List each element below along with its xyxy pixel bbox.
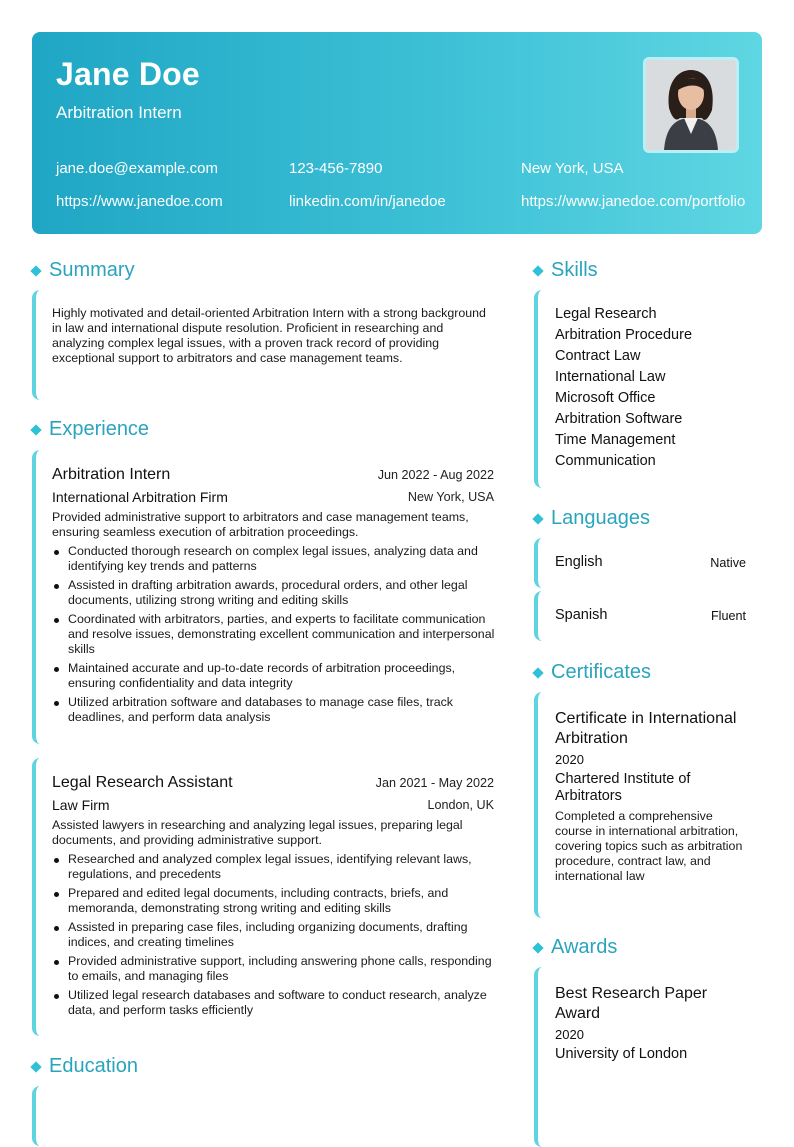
- job-description: Assisted lawyers in researching and analyzing legal issues, preparing legal documents, and providing administrative support.: [52, 818, 463, 847]
- summary-title: Summary: [49, 259, 135, 281]
- contact-location: New York, USA: [521, 160, 624, 177]
- certificates-title: Certificates: [551, 661, 652, 683]
- list-item: Prepared and edited legal documents, including contracts, briefs, and memoranda, demonstrating strong writing and editing skills: [52, 886, 498, 916]
- skill-item: Arbitration Software: [555, 411, 683, 427]
- list-item: Utilized legal research databases and software to conduct research, analyze data, and perform tasks efficiently: [52, 988, 498, 1018]
- job-organization: Law Firm: [52, 797, 110, 813]
- contact-phone[interactable]: 123-456-7890: [289, 160, 383, 177]
- award-year: 2020: [555, 1027, 584, 1042]
- diamond-icon: [30, 265, 41, 276]
- job-achievements: [52, 852, 498, 1022]
- job-location: London, UK: [427, 798, 494, 812]
- list-item: Assisted in preparing case files, including organizing documents, drafting indices, and creating timelines: [52, 920, 498, 950]
- diamond-icon: [532, 667, 543, 678]
- job-dates: Jun 2022 - Aug 2022: [377, 468, 494, 482]
- job-location: New York, USA: [407, 490, 494, 504]
- list-item: Assisted in drafting arbitration awards, procedural orders, and other legal documents, utilizing strong writing and editing skills: [52, 578, 498, 608]
- awards-heading: [534, 936, 617, 959]
- list-item: Provided administrative support, including answering phone calls, responding to emails, and managing files: [52, 954, 498, 984]
- job-achievements: [52, 544, 498, 729]
- job-title: Arbitration Intern: [52, 466, 171, 483]
- diamond-icon: [532, 513, 543, 524]
- resume-header: [32, 32, 762, 234]
- skill-item: Time Management: [555, 432, 676, 448]
- contact-email[interactable]: jane.doe@example.com: [56, 160, 218, 177]
- contact-portfolio[interactable]: https://www.janedoe.com/portfolio: [521, 193, 746, 210]
- diamond-icon: [30, 1061, 41, 1072]
- contact-linkedin[interactable]: linkedin.com/in/janedoe: [289, 193, 446, 210]
- job-organization: International Arbitration Firm: [52, 489, 228, 505]
- skills-title: Skills: [551, 259, 598, 281]
- skill-item: Legal Research: [555, 306, 657, 322]
- skill-item: Arbitration Procedure: [555, 327, 693, 343]
- diamond-icon: [30, 424, 41, 435]
- experience-heading: [32, 418, 149, 441]
- list-item: Utilized arbitration software and databases to manage case files, track deadlines, and perform data analysis: [52, 695, 498, 725]
- language-name: Spanish: [555, 607, 608, 623]
- certificate-issuer: Chartered Institute of Arbitrators: [555, 771, 691, 804]
- list-item: Conducted thorough research on complex legal issues, analyzing data and identifying key trends and patterns: [52, 544, 498, 574]
- language-level: Native: [710, 556, 746, 570]
- education-heading: [32, 1055, 138, 1078]
- awards-title: Awards: [551, 936, 618, 958]
- profile-photo: [643, 57, 739, 153]
- diamond-icon: [532, 942, 543, 953]
- certificate-year: 2020: [555, 752, 584, 767]
- education-box: [32, 1086, 516, 1146]
- job-dates: Jan 2021 - May 2022: [375, 776, 494, 790]
- summary-heading: [32, 259, 135, 282]
- skill-item: Microsoft Office: [555, 390, 656, 406]
- skill-item: Communication: [555, 453, 656, 469]
- experience-title: Experience: [49, 418, 150, 440]
- list-item: Maintained accurate and up-to-date records of arbitration proceedings, ensuring confidentiality and data integrity: [52, 661, 498, 691]
- candidate-role: Arbitration Intern: [56, 103, 182, 122]
- skill-item: Contract Law: [555, 348, 641, 364]
- certificates-heading: [534, 661, 651, 684]
- list-item: Researched and analyzed complex legal issues, identifying relevant laws, regulations, and precedents: [52, 852, 498, 882]
- certificate-description: Completed a comprehensive course in international arbitration, covering topics such as arbitration procedure, contract law, and international law: [555, 809, 743, 883]
- summary-text: Highly motivated and detail-oriented Arbitration Intern with a strong background in law and international dispute resolution. Proficient in researching and analyzing complex legal issues, with a proven track record of providing exceptional support to arbitrators and case management teams.: [52, 306, 486, 365]
- languages-title: Languages: [551, 507, 650, 529]
- language-name: English: [555, 554, 603, 570]
- job-title: Legal Research Assistant: [52, 774, 233, 791]
- candidate-name: Jane Doe: [56, 56, 200, 92]
- education-title: Education: [49, 1055, 138, 1077]
- job-description: Provided administrative support to arbitrators and case management teams, ensuring seamless execution of arbitration proceedings.: [52, 510, 469, 539]
- list-item: Coordinated with arbitrators, parties, and experts to facilitate communication and resolve issues, demonstrating excellent communication and interpersonal skills: [52, 612, 498, 657]
- award-organization: University of London: [555, 1046, 688, 1062]
- contact-website[interactable]: https://www.janedoe.com: [56, 193, 223, 210]
- languages-heading: [534, 507, 650, 530]
- diamond-icon: [532, 265, 543, 276]
- skill-item: International Law: [555, 369, 666, 385]
- skills-heading: [534, 259, 598, 282]
- certificate-name: Certificate in International Arbitration: [555, 710, 737, 747]
- award-name: Best Research Paper Award: [555, 985, 708, 1022]
- language-level: Fluent: [710, 609, 746, 623]
